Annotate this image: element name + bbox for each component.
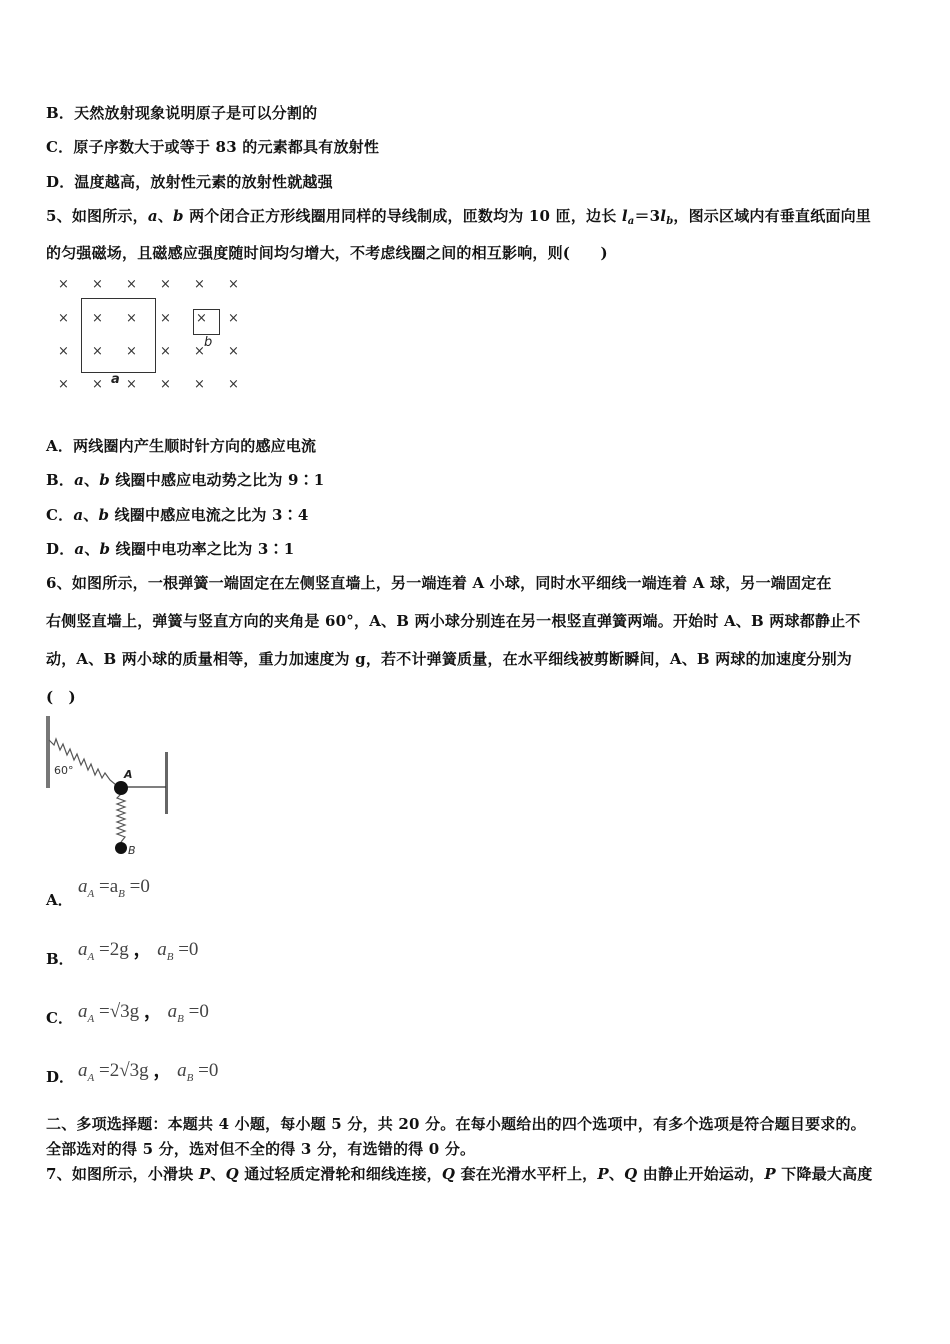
q5-stem-line2: 的匀强磁场，且磁感应强度随时间均匀增大，不考虑线圈之间的相互影响，则( ) [46,244,608,262]
field-cross: × [58,311,69,326]
field-cross: × [126,277,137,292]
field-cross: × [228,311,239,326]
field-cross: × [228,344,239,359]
q6-option-b-formula: $a_A =2g$ ， $a_B =0$ [78,939,199,963]
field-cross: × [126,311,137,326]
q6-option-a-label: A． [46,891,73,909]
field-cross: × [92,311,103,326]
field-cross: × [160,344,171,359]
q5-option-a: A．两线圈内产生顺时针方向的感应电流 [46,437,317,455]
ball-a [114,781,128,795]
field-cross: × [194,344,205,359]
right-wall [165,752,168,814]
field-cross: × [92,377,103,392]
coil-b-label: b [204,335,213,350]
q4-option-d: D．温度越高，放射性元素的放射性就越强 [46,173,333,191]
q7-stem-line1: 7、如图所示，小滑块 P、Q 通过轻质定滑轮和细线连接，Q 套在光滑水平杆上，P、Q 由静止开始运动，P 下降最大高度 [46,1165,873,1183]
q6-option-b-label: B． [46,950,74,968]
q6-option-d-label: D． [46,1068,75,1086]
field-cross: × [126,377,137,392]
field-cross: × [92,344,103,359]
field-cross: × [160,311,171,326]
vertical-spring [117,794,125,842]
field-cross: × [228,377,239,392]
q6-stem-line2: 右侧竖直墙上，弹簧与竖直方向的夹角是 60°，A、B 两小球分别连在另一根竖直弹簧两端。开始时 A、B 两球都静止不 [46,612,861,630]
coil-a [81,298,156,373]
q5-option-b: B．a、b 线圈中感应电动势之比为 9∶1 [46,471,325,489]
section2-instructions-line1: 二、多项选择题：本题共 4 小题，每小题 5 分，共 20 分。在每小题给出的四个选项中，有多个选项是符合题目要求的。 [46,1115,866,1133]
q6-stem-line4: ( ) [46,688,76,706]
magnetic-field-figure [50,272,260,397]
field-cross: × [92,277,103,292]
field-cross: × [228,277,239,292]
left-wall [46,716,50,788]
field-cross: × [194,377,205,392]
q4-option-b: B．天然放射现象说明原子是可以分割的 [46,104,318,122]
q5-option-c: C．a、b 线圈中感应电流之比为 3∶4 [46,506,309,524]
ball-b-label: B [128,844,136,857]
q6-option-c-formula: $a_A =√3g$ ， $a_B =0$ [78,1001,209,1025]
q5-stem-line1: 5、如图所示，a、b 两个闭合正方形线圈用同样的导线制成，匝数均为 10 匝，边长 $l_a=3l_b$，图示区域内有垂直纸面向里 [46,207,871,227]
field-cross: × [196,311,207,326]
field-cross: × [194,277,205,292]
coil-b [193,309,220,335]
field-cross: × [160,377,171,392]
ball-b [115,842,127,854]
q5-option-d: D．a、b 线圈中电功率之比为 3∶1 [46,540,295,558]
q6-stem-line1: 6、如图所示，一根弹簧一端固定在左侧竖直墙上，另一端连着 A 小球，同时水平细线一端连着 A 球，另一端固定在 [46,574,832,592]
field-cross: × [126,344,137,359]
q6-option-d-formula: $a_A =2√3g$ ， $a_B =0$ [78,1060,219,1084]
field-cross: × [58,344,69,359]
q6-option-a-formula: $a_A =a_B =0$ [78,876,150,900]
field-cross: × [58,377,69,392]
ball-a-label: A [124,768,133,781]
section2-instructions-line2: 全部选对的得 5 分，选对但不全的得 3 分，有选错的得 0 分。 [46,1140,476,1158]
field-cross: × [160,277,171,292]
spring-ball-figure [40,712,180,862]
field-cross: × [58,277,69,292]
q6-stem-line3: 动，A、B 两小球的质量相等，重力加速度为 g，若不计弹簧质量，在水平细线被剪断瞬间，A、B 两球的加速度分别为 [46,650,852,668]
q4-option-c: C．原子序数大于或等于 83 的元素都具有放射性 [46,138,380,156]
q6-option-c-label: C． [46,1009,73,1027]
angled-spring [49,739,121,787]
coil-a-label: a [111,372,120,387]
angle-label: 60° [54,764,74,777]
